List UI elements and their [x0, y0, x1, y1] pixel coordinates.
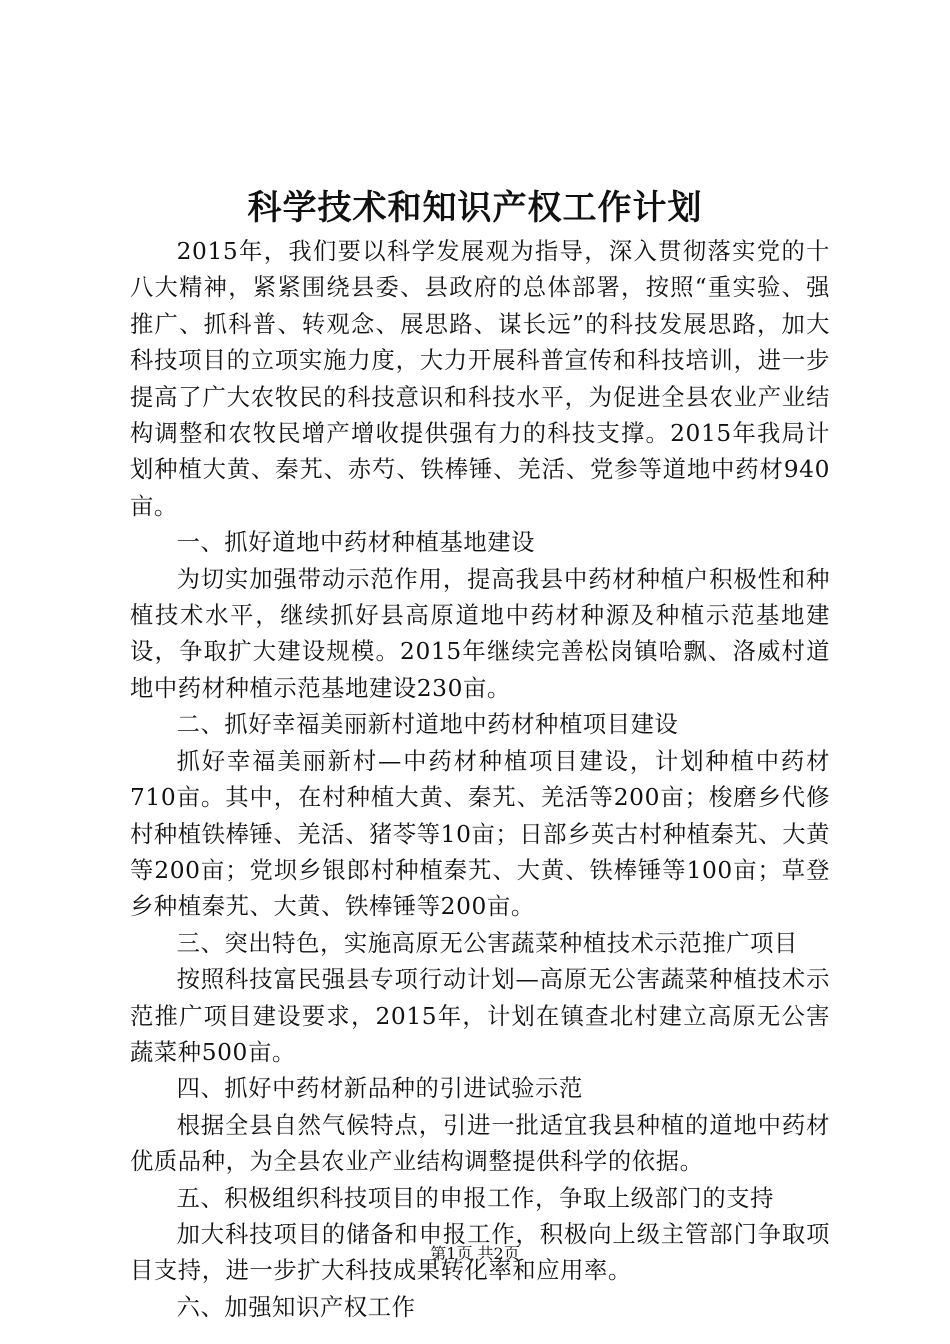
document-body — [130, 234, 830, 1326]
document-title: 科学技术和知识产权工作计划 — [247, 188, 703, 228]
section-paragraph-1: 为切实加强带动示范作用，提高我县中药材种植户积极性和种植技术水平，继续抓好县高原道地中药材种源及种植示范基地建设，争取扩大建设规模。2015年继续完善松岗镇哈飘、洛威村道地中药材种植示范基地建设230亩。 — [130, 565, 830, 702]
section-paragraph-3: 按照科技富民强县专项行动计划—高原无公害蔬菜种植技术示范推广项目建设要求，2015年，计划在镇查北村建立高原无公害蔬菜种500亩。 — [130, 966, 830, 1066]
section-paragraph-2: 抓好幸福美丽新村—中药材种植项目建设，计划种植中药材710亩。其中，在村种植大黄、秦艽、羌活等200亩；梭磨乡代修村种植铁棒锤、羌活、猪苓等10亩；日部乡英古村种植秦艽、大黄等200亩；党坝乡银郎村种植秦艽、大黄、铁棒锤等100亩；草登乡种植秦艽、大黄、铁棒锤等200亩。 — [130, 747, 830, 921]
intro-paragraph: 2015年，我们要以科学发展观为指导，深入贯彻落实党的十八大精神，紧紧围绕县委、县政府的总体部署，按照“重实验、强推广、抓科普、转观念、展思路、谋长远”的科技发展思路，加大科技项目的立项实施力度，大力开展科普宣传和科技培训，进一步提高了广大农牧民的科技意识和科技水平，为促进全县农业产业结构调整和农牧民增产增收提供强有力的科技支撑。2015年我局计划种植大黄、秦艽、赤芍、铁棒锤、羌活、党参等道地中药材940亩。 — [130, 238, 830, 520]
section-heading-3: 三、突出特色，实施高原无公害蔬菜种植技术示范推广项目 — [176, 929, 798, 957]
page-footer: 第1页 共2页 — [430, 1244, 520, 1263]
section-heading-1: 一、抓好道地中药材种植基地建设 — [176, 529, 536, 557]
section-heading-2: 二、抓好幸福美丽新村道地中药材种植项目建设 — [176, 711, 679, 739]
section-heading-6: 六、加强知识产权工作 — [176, 1293, 416, 1321]
section-paragraph-4: 根据全县自然气候特点，引进一批适宜我县种植的道地中药材优质品种，为全县农业产业结构调整提供科学的依据。 — [130, 1111, 830, 1176]
section-paragraph-5: 加大科技项目的储备和申报工作，积极向上级主管部门争取项目支持，进一步扩大科技成果转化率和应用率。 — [130, 1220, 830, 1285]
section-heading-4: 四、抓好中药材新品种的引进试验示范 — [176, 1075, 583, 1103]
section-heading-5: 五、积极组织科技项目的申报工作，争取上级部门的支持 — [176, 1184, 775, 1212]
